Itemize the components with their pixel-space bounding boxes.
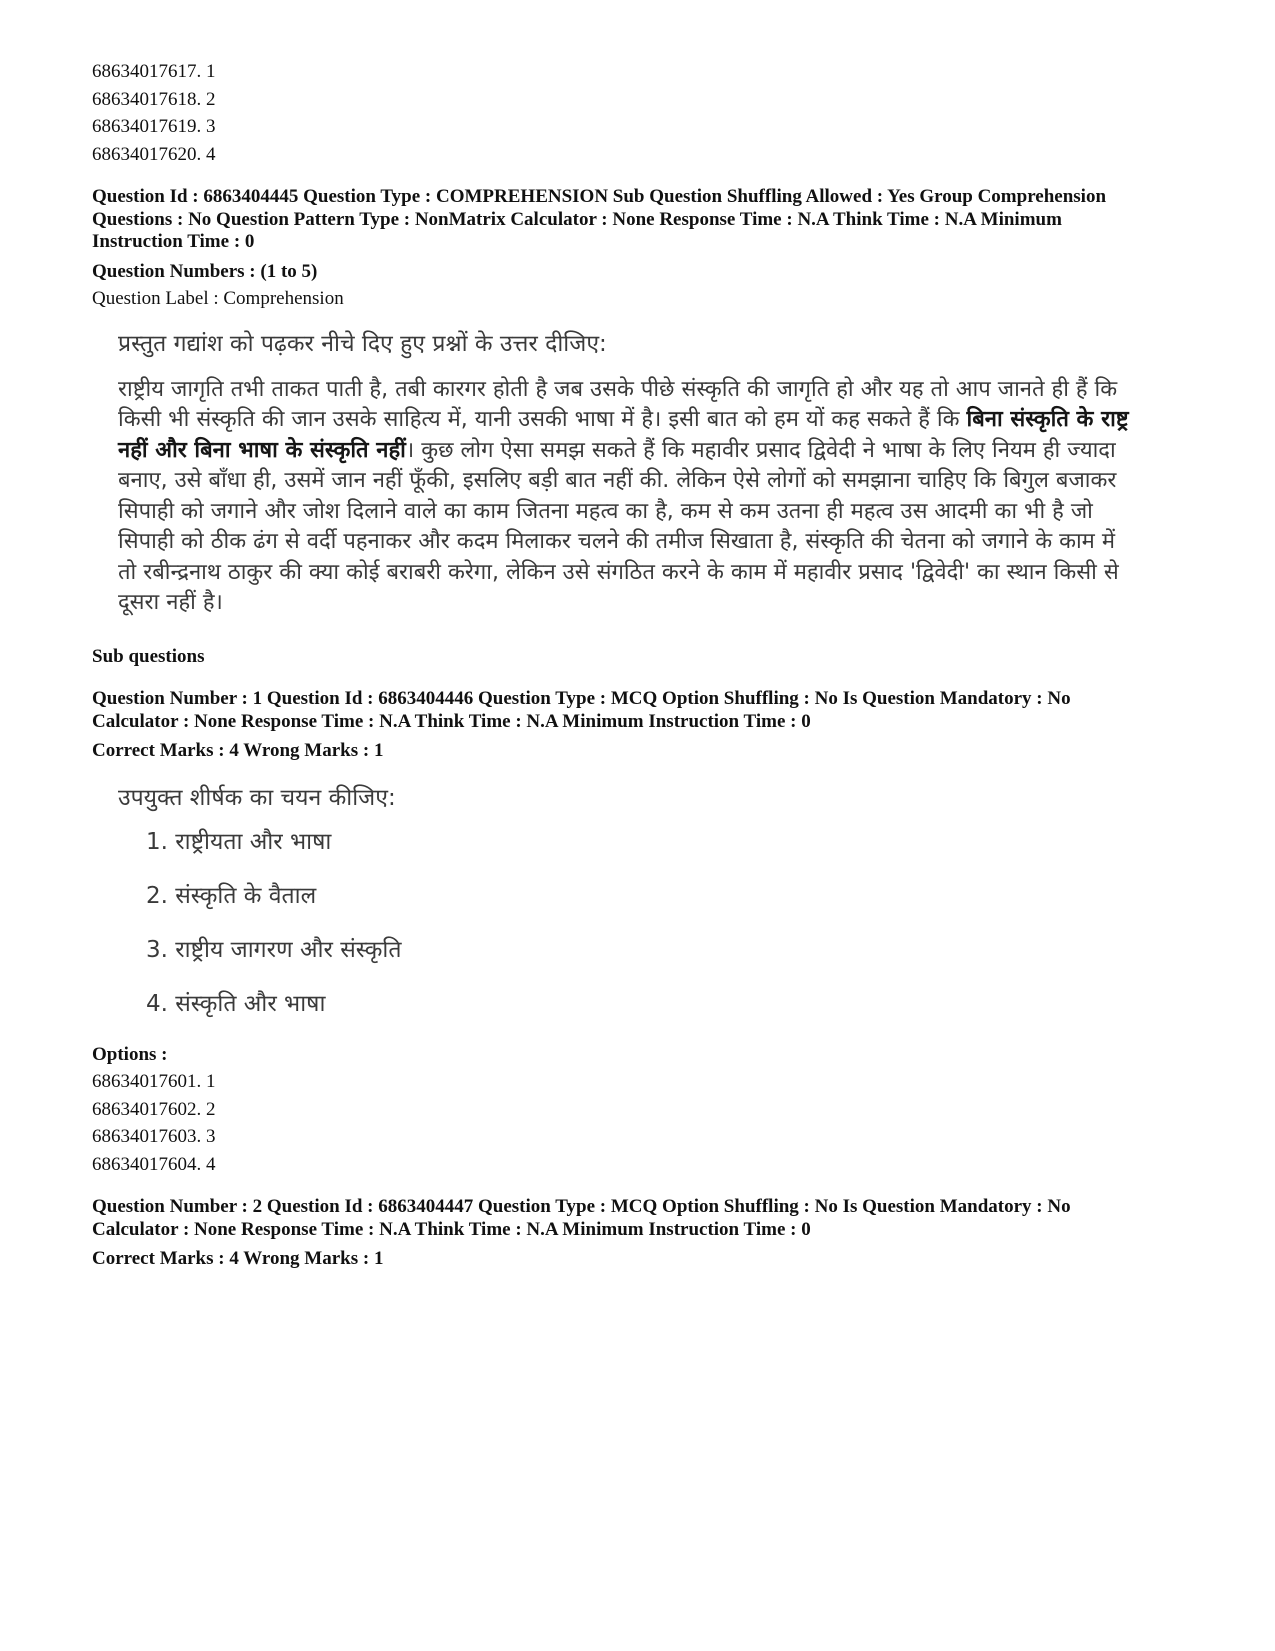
marks-line: Correct Marks : 4 Wrong Marks : 1 xyxy=(92,740,384,761)
meta-line: Calculator : None Response Time : N.A Think Time : N.A Minimum Instruction Time : 0 xyxy=(92,1218,811,1240)
marks-line: Correct Marks : 4 Wrong Marks : 1 xyxy=(92,1248,384,1269)
option-id-line: 68634017603. 3 xyxy=(92,1126,216,1147)
passage-part-1: राष्ट्रीय जागृति तभी ताकत पाती है, तबी कारगर होती है जब उसके पीछे संस्कृति की जागृति हो और यह तो आप जानते ही हैं कि किसी भी संस्कृति की जान उसके साहित्य में, यानी उसकी भाषा में है। इसी बात को हम यों कह सकते हैं कि xyxy=(118,376,1118,432)
meta-line: Calculator : None Response Time : N.A Think Time : N.A Minimum Instruction Time : 0 xyxy=(92,710,811,732)
question-label: Question Label : Comprehension xyxy=(92,288,344,309)
question-1-body xyxy=(118,781,1192,1021)
question-numbers: Question Numbers : (1 to 5) xyxy=(92,260,318,282)
meta-line: Question Id : 6863404445 Question Type : COMPREHENSION Sub Question Shuffling Allowed : Yes Group Comprehension xyxy=(92,186,1107,207)
question-prompt: उपयुक्त शीर्षक का चयन कीजिए: xyxy=(118,784,396,811)
question-1 xyxy=(92,688,1192,1178)
previous-options-list xyxy=(92,58,1192,168)
option-id-line: 68634017604. 4 xyxy=(92,1153,216,1175)
meta-line: Question Number : 2 Question Id : 6863404447 Question Type : MCQ Option Shuffling : No Is Question Mandatory : No xyxy=(92,1196,1071,1217)
meta-line: Instruction Time : 0 xyxy=(92,231,255,252)
option-id-line: 68634017617. 1 xyxy=(92,61,216,82)
passage-text xyxy=(118,375,1138,619)
sub-questions-label: Sub questions xyxy=(92,645,205,667)
option-id-line: 68634017618. 2 xyxy=(92,88,216,110)
option-id-line: 68634017620. 4 xyxy=(92,143,216,165)
choice-item: 1. राष्ट्रीयता और भाषा xyxy=(146,828,332,855)
meta-line: Questions : No Question Pattern Type : NonMatrix Calculator : None Response Time : N.A Think Time : N.A Minimum xyxy=(92,208,1062,230)
question-2 xyxy=(92,1196,1192,1273)
choices-list xyxy=(146,825,1192,1021)
document-page xyxy=(92,58,1192,1273)
option-id-line: 68634017601. 1 xyxy=(92,1071,216,1092)
passage-part-2: । कुछ लोग ऐसा समझ सकते हैं कि महावीर प्रसाद द्विवेदी ने भाषा के लिए नियम ही ज्यादा बनाए, उसे बाँधा ही, उसमें जान नहीं फूँकी, इसलिए बड़ी बात नहीं की. लेकिन ऐसे लोगों को समझाना चाहिए कि बिगुल बजाकर सिपाही को जगाने और जोश दिलाने वाले का काम जितना महत्व का है, कम से कम उतना ही महत्व उस आदमी का भी है जो सिपाही को ठीक ढंग से वर्दी पहनाकर और कदम मिलाकर चलने की तमीज सिखाता है, संस्कृति की चेतना को जगाने के काम में तो रबीन्द्रनाथ ठाकुर की क्या कोई बराबरी करेगा, लेकिन उसे संगठित करने के काम में महावीर प्रसाद 'द्विवेदी' का स्थान किसी से दूसरा नहीं है। xyxy=(118,437,1119,615)
choice-item: 3. राष्ट्रीय जागरण और संस्कृति xyxy=(146,936,402,963)
choice-item: 2. संस्कृति के वैताल xyxy=(146,882,317,909)
comprehension-meta xyxy=(92,186,1192,254)
options-label: Options : xyxy=(92,1043,168,1065)
choice-item: 4. संस्कृति और भाषा xyxy=(146,990,326,1017)
option-id-line: 68634017602. 2 xyxy=(92,1098,216,1120)
option-id-line: 68634017619. 3 xyxy=(92,116,216,137)
passage-instruction: प्रस्तुत गद्यांश को पढ़कर नीचे दिए हुए प्रश्नों के उत्तर दीजिए: xyxy=(118,330,607,357)
meta-line: Question Number : 1 Question Id : 6863404446 Question Type : MCQ Option Shuffling : No Is Question Mandatory : No xyxy=(92,688,1071,709)
comprehension-passage-block xyxy=(118,327,1192,619)
passage-bold-phrase: बिना संस्कृति के राष्ट्र नहीं और बिना भाषा के संस्कृति नहीं xyxy=(118,407,1129,463)
